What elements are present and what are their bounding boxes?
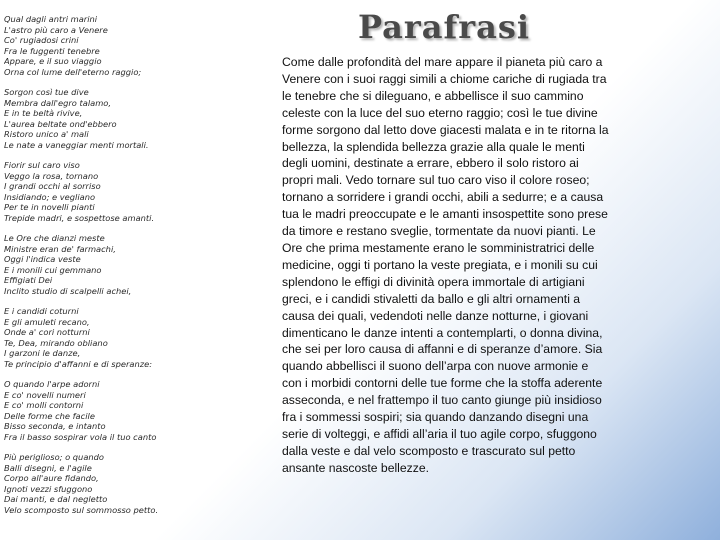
- poem-line: Ristoro unico a' mali: [4, 129, 89, 139]
- poem-stanza: [4, 452, 180, 515]
- poem-line: Bisso seconda, e intanto: [4, 421, 106, 431]
- poem-line: Ignoti vezzi sfuggono: [4, 483, 93, 494]
- poem-line: O quando l'arpe adorni: [4, 379, 100, 389]
- poem-line: Corpo all'aure fidando,: [4, 473, 99, 483]
- poem-line: Balli disegni, e l'agile: [4, 462, 92, 473]
- poem-stanza: [4, 379, 180, 442]
- page-title: Parafrasi: [357, 8, 531, 46]
- poem-line: Veggo la rosa, tornano: [4, 170, 99, 181]
- poem-line: E co' molli contorni: [4, 400, 84, 410]
- poem-line: Fiorir sul caro viso: [4, 160, 80, 170]
- poem-line: E in te beltà rivive,: [4, 108, 83, 118]
- poem-line: Inclito studio di scalpelli achei,: [4, 285, 132, 296]
- poem-text: [4, 14, 180, 525]
- poem-line: Co' rugiadosi crini: [4, 35, 79, 45]
- poem-line: Ministre eran de' farmachi,: [4, 243, 116, 254]
- poem-line: Le Ore che dianzi meste: [4, 233, 105, 243]
- poem-line: Insidiando; e vegliano: [4, 191, 96, 202]
- poem-line: Le nate a vaneggiar menti mortali.: [4, 139, 149, 150]
- poem-stanza: [4, 14, 180, 77]
- poem-stanza: [4, 87, 180, 150]
- poem-line: E co' novelli numeri: [4, 389, 86, 400]
- poem-line: Dai manti, e dal negletto: [4, 494, 108, 504]
- poem-line: Orna col lume dell'eterno raggio;: [4, 66, 142, 77]
- poem-stanza: [4, 160, 180, 223]
- poem-stanza: [4, 233, 180, 296]
- poem-line: Fra le fuggenti tenebre: [4, 45, 100, 56]
- poem-line: Te, Dea, mirando obliano: [4, 337, 108, 348]
- poem-line: Oggi l'indica veste: [4, 254, 81, 264]
- poem-line: Fra il basso sospirar vola il tuo canto: [4, 431, 157, 442]
- poem-line: L'aurea beltate ond'ebbero: [4, 118, 117, 129]
- poem-line: L'astro più caro a Venere: [4, 24, 108, 35]
- poem-line: Velo scomposto sul sommosso petto.: [4, 504, 159, 515]
- poem-line: I grandi occhi al sorriso: [4, 181, 101, 191]
- poem-stanza: [4, 306, 180, 369]
- poem-line: Te principio d'affanni e di speranze:: [4, 358, 152, 369]
- poem-line: Qual dagli antri marini: [4, 14, 98, 24]
- poem-line: I garzoni le danze,: [4, 348, 81, 358]
- poem-line: Appare, e il suo viaggio: [4, 56, 102, 66]
- poem-line: Delle forme che facile: [4, 410, 95, 421]
- poem-line: E gli amuleti recano,: [4, 316, 90, 327]
- poem-line: Sorgon così tue dive: [4, 87, 89, 97]
- poem-line: Più periglioso; o quando: [4, 452, 105, 462]
- poem-line: Onde a' cori notturni: [4, 327, 90, 337]
- poem-line: Membra dall'egro talamo,: [4, 97, 112, 108]
- poem-line: E i candidi coturni: [4, 306, 79, 316]
- poem-line: E i monili cui gemmano: [4, 264, 102, 275]
- poem-line: Per te in novelli pianti: [4, 202, 95, 212]
- poem-line: Trepide madri, e sospettose amanti.: [4, 212, 155, 223]
- paraphrase-text: Come dalle profondità del mare appare il pianeta più caro a Venere con i suoi raggi simili a chiome cariche di rugiada tra le tenebre che si dileguano, e abbellisce il suo cammino celeste con la luce del suo eterno raggio; così le tue divine forme sorgono dal letto dove giacesti malata e in te ritorna la bellezza, la splendida bellezza grazie alla quale le menti degli uomini, destinate a errare, ebbero il solo ristoro ai propri mali. Vedo tornare sul tuo caro viso il colore roseo; tornano a sorridere i grandi occhi, abili a sedurre; e a causa tua le madri preoccupate e le amanti insospettite sono prese da timore e restano sveglie, tormentate da nuovi pianti. Le Ore che prima mestamente erano le somministratrici delle medicine, oggi ti portano la veste pregiata, e i monili su cui splendono le effigi di divinità opera immortale di artigiani greci, e i candidi stivaletti da ballo e gli altri ornamenti a causa dei quali, vedendoti nelle danze notturne, i giovani dimenticano le danze intenti a contemplarti, o donna divina, che sei per loro causa di affanni e di speranze d’amore. Sia quando abbellisci il suono dell’arpa con nuove armonie e con i morbidi contorni delle tue forme che la stoffa aderente asseconda, e nel frattempo il tuo canto giunge più insidioso fra i sommessi sospiri; sia quando danzando disegni una serie di volteggi, e affidi all’aria il tuo agile corpo, sfuggono dalla veste e dal velo scomposto e trascurato sul petto ansante nascoste bellezze.: [282, 55, 609, 475]
- poem-line: Effigiati Dei: [4, 275, 53, 285]
